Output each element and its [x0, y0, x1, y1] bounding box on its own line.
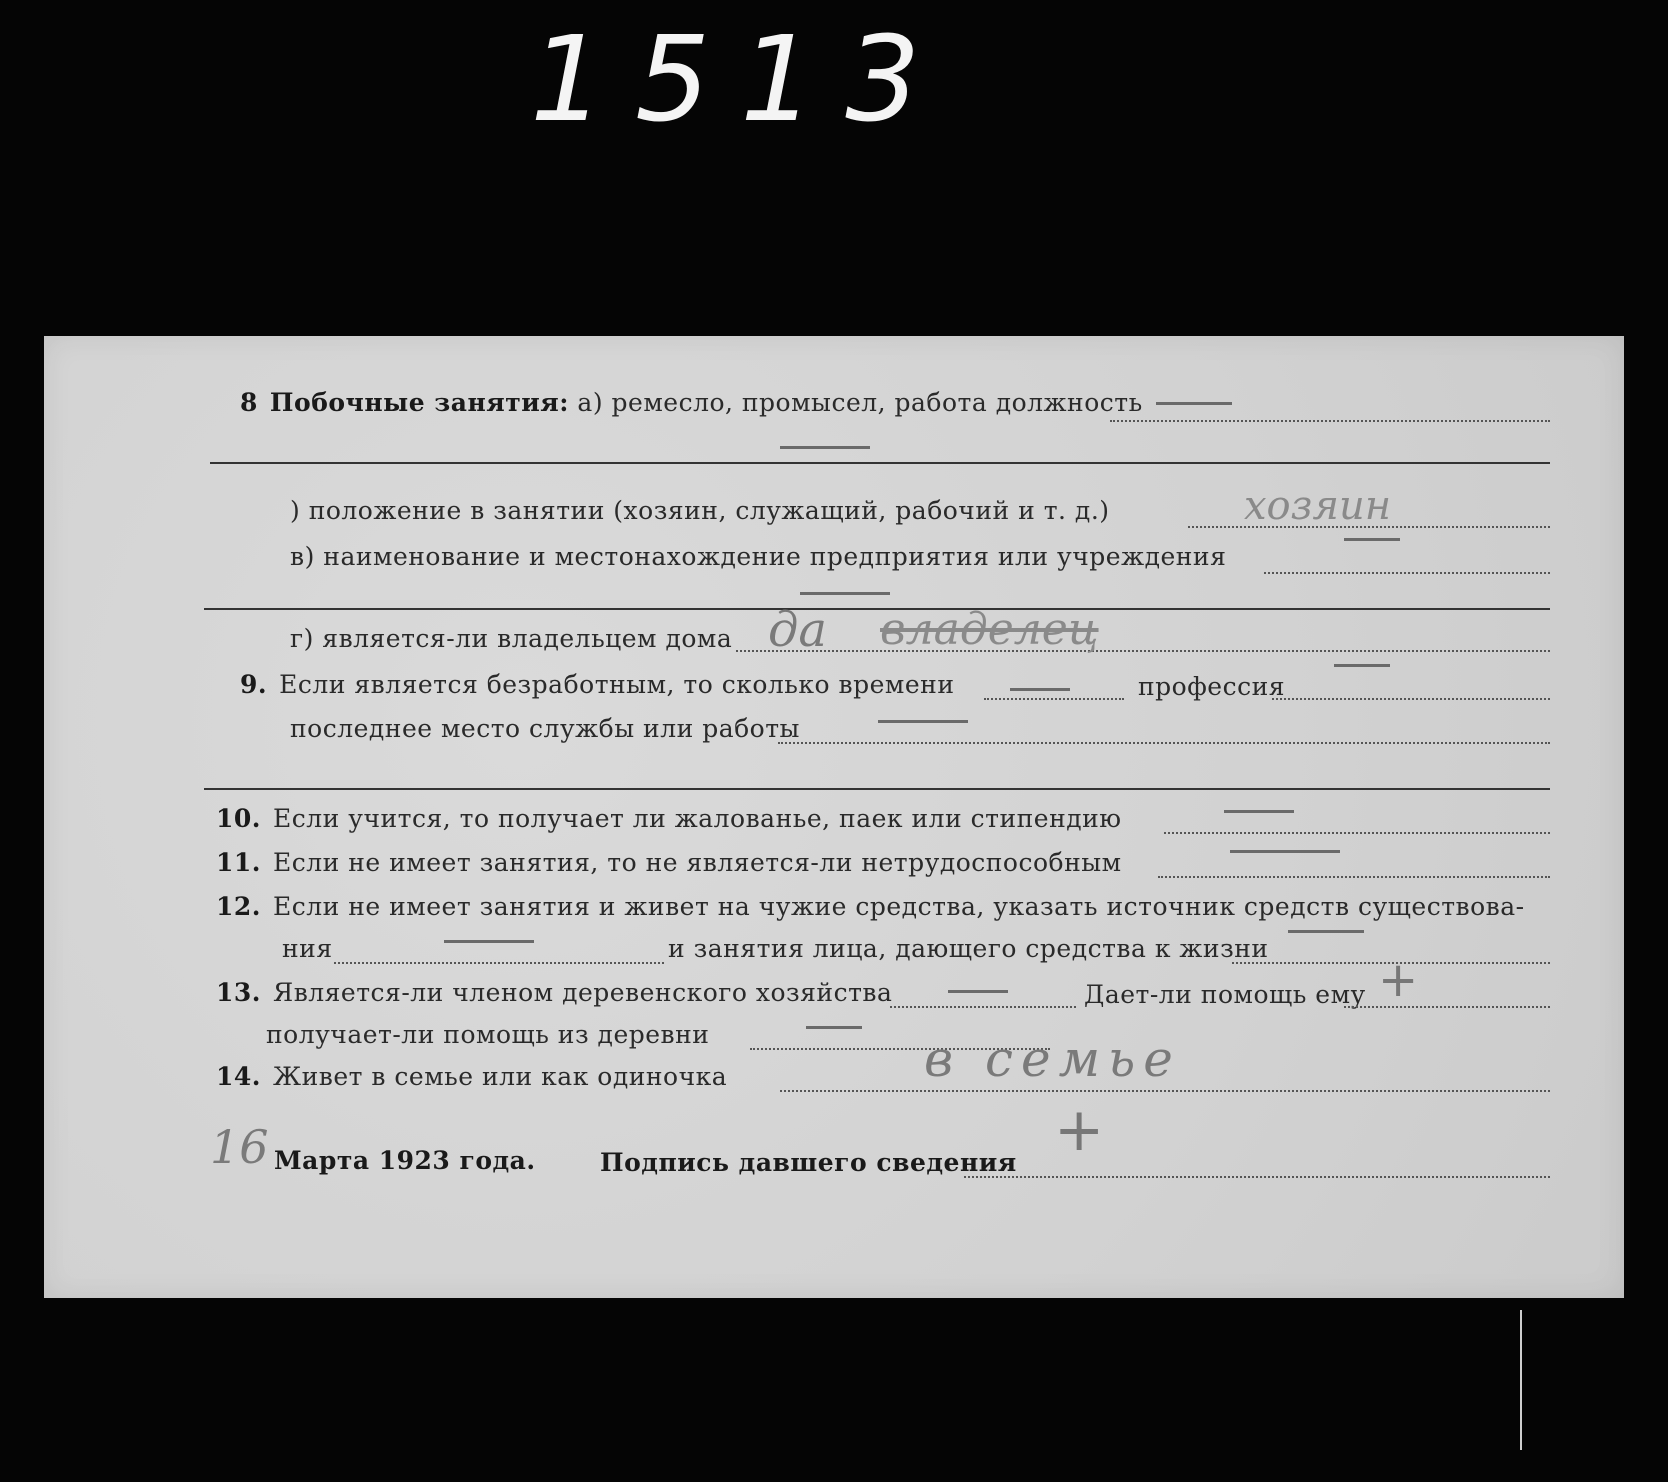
- item8-g-text: г) является-ли владельцем дома: [290, 624, 733, 653]
- item9-text: Если является безработным, то сколько времени: [279, 670, 955, 699]
- frame-number: 1513: [530, 10, 951, 148]
- item9-prof-label: профессия: [1138, 672, 1286, 701]
- item8-label: Побочные занятия:: [269, 388, 569, 417]
- item13-member-dash: [948, 990, 1008, 993]
- item13-help-mark: +: [1378, 952, 1419, 1008]
- item8-g-struck: владелец: [880, 604, 1099, 655]
- item8-a-dash2: [780, 446, 870, 449]
- item9-continuation-rule: [204, 788, 1550, 790]
- item8-v-field: [1264, 572, 1550, 574]
- item12-source-dash: [444, 940, 534, 943]
- item8-number: 8: [240, 388, 258, 417]
- item8-v-text: в) наименование и местонахождение предприятия или учреждения: [290, 542, 1227, 571]
- item9-last-dash: [878, 720, 968, 723]
- item8-g-line: [290, 626, 732, 651]
- item8-b-answer: хозяин: [1244, 483, 1392, 529]
- item13-receive-dash: [806, 1026, 862, 1029]
- item9-line: [240, 672, 954, 697]
- item8-g-answer: да: [768, 602, 828, 658]
- item12-cont-b: и занятия лица, дающего средства к жизни: [668, 934, 1269, 963]
- item9-last-line: [290, 716, 800, 741]
- item8-v-line: [290, 544, 1226, 569]
- item10-text: Если учится, то получает ли жалованье, паек или стипендию: [273, 804, 1122, 833]
- item9-last-text: последнее место службы или работы: [290, 714, 800, 743]
- item12-line: [216, 894, 1525, 919]
- item13-help-field: [1344, 1006, 1550, 1008]
- item14-text: Живет в семье или как одиночка: [273, 1062, 728, 1091]
- footer-signature-field: [964, 1176, 1550, 1178]
- footer-day: 16: [210, 1120, 269, 1174]
- item13-receive-line: [266, 1022, 709, 1047]
- item10-number: 10.: [216, 804, 261, 833]
- item11-number: 11.: [216, 848, 261, 877]
- item8-v-dash: [1344, 538, 1400, 541]
- item9-prof-dash: [1334, 664, 1390, 667]
- item11-line: [216, 850, 1122, 875]
- item12-number: 12.: [216, 892, 261, 921]
- item14-field: [780, 1090, 1550, 1092]
- item10-line: [216, 806, 1122, 831]
- item8-b-text: ) положение в занятии (хозяин, служащий, рабочий и т. д.): [290, 496, 1110, 525]
- item11-dash: [1230, 850, 1340, 853]
- item8-a-text: а) ремесло, промысел, работа должность: [577, 388, 1143, 417]
- item11-text: Если не имеет занятия, то не является-ли нетрудоспособным: [273, 848, 1122, 877]
- item8-g-field: [736, 650, 1550, 652]
- item14-line: [216, 1064, 727, 1089]
- item13-text: Является-ли членом деревенского хозяйства: [273, 978, 893, 1007]
- item9-prof-field: [1272, 698, 1550, 700]
- item12-person-dash: [1288, 930, 1364, 933]
- film-edge-mark: [1520, 1310, 1522, 1450]
- footer-signature-label: Подпись давшего сведения: [600, 1148, 1017, 1177]
- item12-text: Если не имеет занятия и живет на чужие средства, указать источник средств существова-: [273, 892, 1525, 921]
- item13-help-label: Дает-ли помощь ему: [1084, 980, 1366, 1009]
- item8-line: [240, 390, 1143, 415]
- item11-field: [1158, 876, 1550, 878]
- item8-b-line: [290, 498, 1110, 523]
- item9-time-dash: [1010, 688, 1070, 691]
- item12-cont-a: ния: [282, 934, 333, 963]
- item9-last-field: [778, 742, 1550, 744]
- item13-line: [216, 980, 892, 1005]
- item8-a-continuation-rule: [210, 462, 1550, 464]
- item13-number: 13.: [216, 978, 261, 1007]
- census-form-card: [44, 336, 1624, 1298]
- item10-field: [1164, 832, 1550, 834]
- item14-number: 14.: [216, 1062, 261, 1091]
- item8-a-field: [1110, 420, 1550, 422]
- item9-number: 9.: [240, 670, 268, 699]
- footer-date: Марта 1923 года.: [274, 1146, 536, 1175]
- item13-member-field: [890, 1006, 1076, 1008]
- item12-source-field: [334, 962, 664, 964]
- item8-a-dash: [1156, 402, 1232, 405]
- footer-signature-mark: +: [1054, 1095, 1105, 1165]
- item8-v-dash2: [800, 592, 890, 595]
- item10-dash: [1224, 810, 1294, 813]
- item14-answer: в семье: [924, 1030, 1181, 1088]
- item9-time-field: [984, 698, 1124, 700]
- item13-receive-text: получает-ли помощь из деревни: [266, 1020, 710, 1049]
- item8-v-continuation-rule: [204, 608, 1550, 610]
